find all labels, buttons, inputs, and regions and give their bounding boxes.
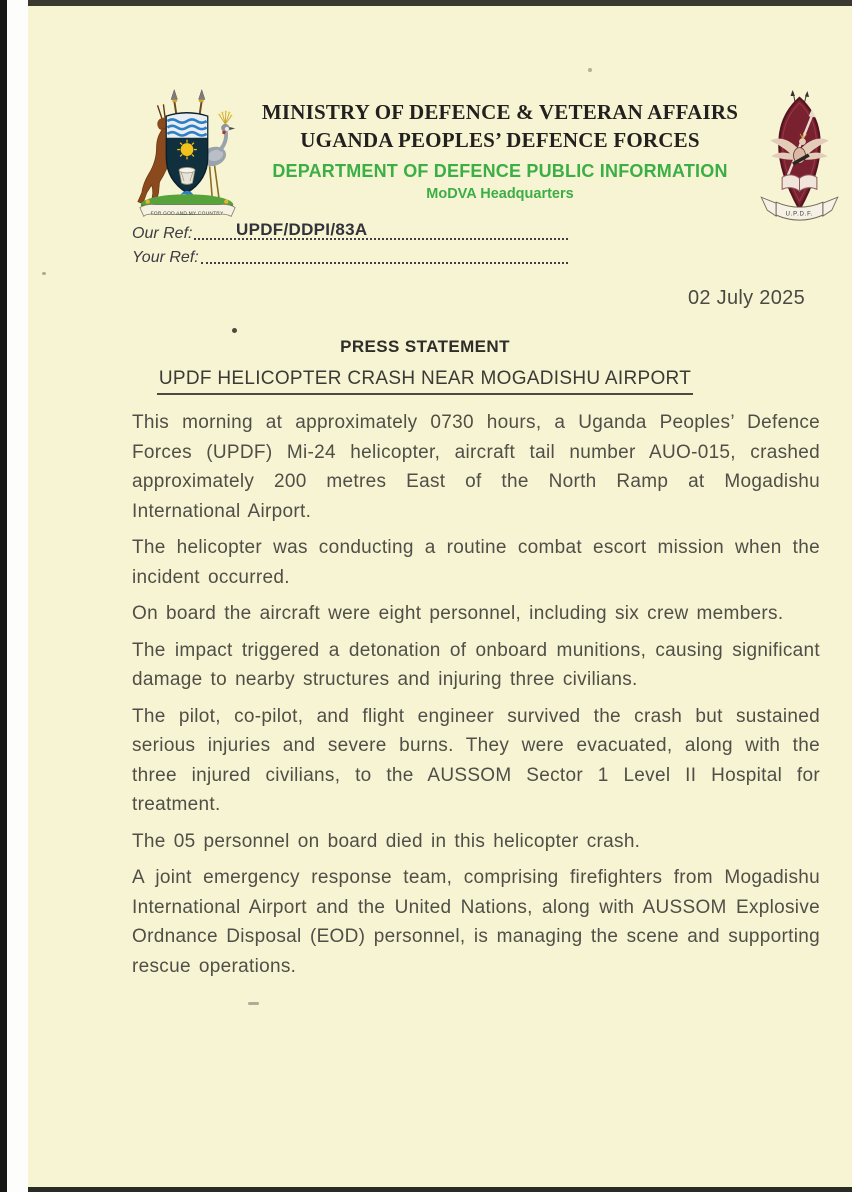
paragraph: The impact triggered a detonation of onboard munitions, causing significant damage to nearby structures and injuring three civilians. (132, 639, 820, 690)
your-ref-label: Your Ref: (132, 249, 199, 266)
station-title: MoDVA Headquarters (426, 186, 574, 202)
updf-emblem-logo (751, 90, 848, 234)
reference-block (132, 219, 568, 267)
your-ref-dotted-line (201, 262, 568, 264)
forces-title: UGANDA PEOPLES’ DEFENCE FORCES (300, 128, 700, 152)
letter-date: 02 July 2025 (687, 287, 805, 309)
motto-banner (140, 204, 235, 216)
our-ref-value: UPDF/DDPI/83A (236, 220, 368, 239)
drum-icon (179, 167, 195, 184)
statement-subtitle: UPDF HELICOPTER CRASH NEAR MOGADISHU AIRPORT (157, 368, 693, 395)
paragraph: The 05 personnel on board died in this helicopter crash. (132, 830, 641, 852)
statement-body (132, 408, 820, 981)
scan-speck (248, 1002, 259, 1005)
scan-speck (588, 68, 592, 72)
letterhead-text (198, 98, 802, 203)
emblem-label-text: U.P.D.F. (785, 211, 814, 218)
paper (28, 0, 852, 1192)
paragraph: On board the aircraft were eight personnel, including six crew members. (132, 603, 784, 624)
our-ref-label: Our Ref: (132, 225, 193, 242)
our-ref-row (132, 219, 568, 243)
paragraph: The helicopter was conducting a routine combat escort mission when the incident occurred. (132, 537, 820, 588)
letterhead (28, 6, 852, 241)
paragraph: A joint emergency response team, comprising firefighters from Mogadishu International Airport and the United Nations, along with AUSSOM Explosive Ordnance Disposal (EOD) personnel, is managing the scene and supporting rescue operations. (132, 867, 820, 977)
scan-speck (42, 272, 46, 275)
your-ref-row (132, 243, 568, 267)
pen-dot-artifact (232, 328, 237, 333)
motto-text: FOR GOD AND MY COUNTRY (150, 211, 224, 217)
department-title: DEPARTMENT OF DEFENCE PUBLIC INFORMATION (272, 161, 728, 181)
statement-subtitle-row (28, 368, 822, 395)
scan-edge-strip (0, 0, 7, 1192)
paragraph: This morning at approximately 0730 hours, a Uganda Peoples’ Defence Forces (UPDF) Mi-24 helicopter, aircraft tail number AUO-015, crashed approximately 200 metres East of the North Ramp at Mogadishu International Airport. (132, 412, 820, 522)
ministry-title: MINISTRY OF DEFENCE & VETERAN AFFAIRS (261, 100, 739, 124)
press-statement-title: PRESS STATEMENT (340, 337, 510, 356)
paragraph: The pilot, co-pilot, and flight engineer survived the crash but sustained serious injuries and severe burns. They were evacuated, along with the three injured civilians, to the AUSSOM Sector 1 Level II Hospital for treatment. (132, 705, 820, 815)
